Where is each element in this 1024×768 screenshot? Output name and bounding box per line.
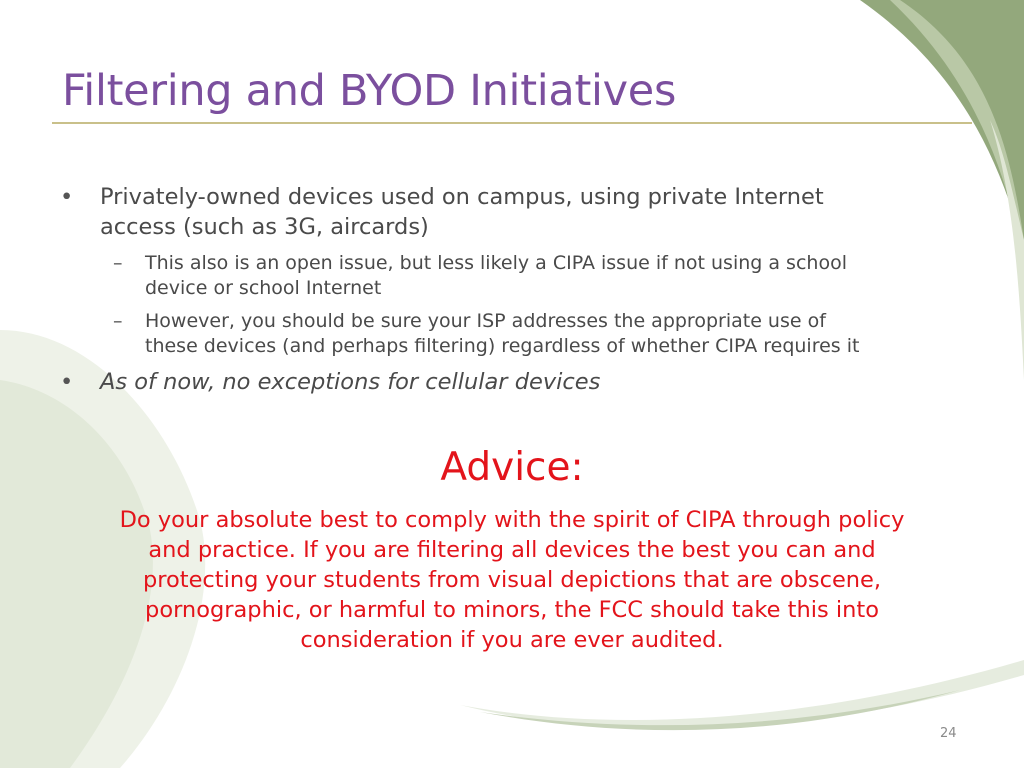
bullet-marker: • (60, 369, 74, 395)
advice-line: and practice. If you are filtering all devices the best you can and (148, 537, 876, 563)
bullet-item (60, 182, 824, 212)
sub-bullet-text: However, you should be sure your ISP addresses the appropriate use of (145, 310, 826, 332)
sub-bullet-marker: – (113, 252, 123, 274)
advice-line: protecting your students from visual depictions that are obscene, (142, 567, 882, 593)
sub-bullet-continuation (145, 276, 381, 301)
bullet-marker: • (60, 184, 74, 210)
sub-bullet-text: device or school Internet (145, 277, 382, 299)
sub-bullet-marker: – (113, 310, 123, 332)
bullet-text: Privately-owned devices used on campus, using private Internet (100, 184, 824, 210)
advice-line: consideration if you are ever audited. (300, 627, 724, 653)
advice-line: pornographic, or harmful to minors, the FCC should take this into (145, 597, 879, 623)
page-number: 24 (940, 726, 957, 741)
sub-bullet-item (113, 309, 826, 334)
advice-body (62, 505, 962, 655)
bullet-item-continuation (100, 212, 429, 242)
advice-heading: Advice: (440, 445, 584, 490)
sub-bullet-text: these devices (and perhaps filtering) regardless of whether CIPA requires it (145, 335, 860, 357)
advice-line: Do your absolute best to comply with the spirit of CIPA through policy (119, 507, 905, 533)
sub-bullet-item (113, 251, 847, 276)
slide-title: Filtering and BYOD Initiatives (62, 66, 677, 116)
bullet-item (60, 367, 601, 397)
sub-bullet-text: This also is an open issue, but less likely a CIPA issue if not using a school (145, 252, 847, 274)
bullet-text: As of now, no exceptions for cellular devices (100, 369, 601, 395)
sub-bullet-continuation (145, 334, 859, 359)
bullet-text: access (such as 3G, aircards) (100, 214, 429, 240)
